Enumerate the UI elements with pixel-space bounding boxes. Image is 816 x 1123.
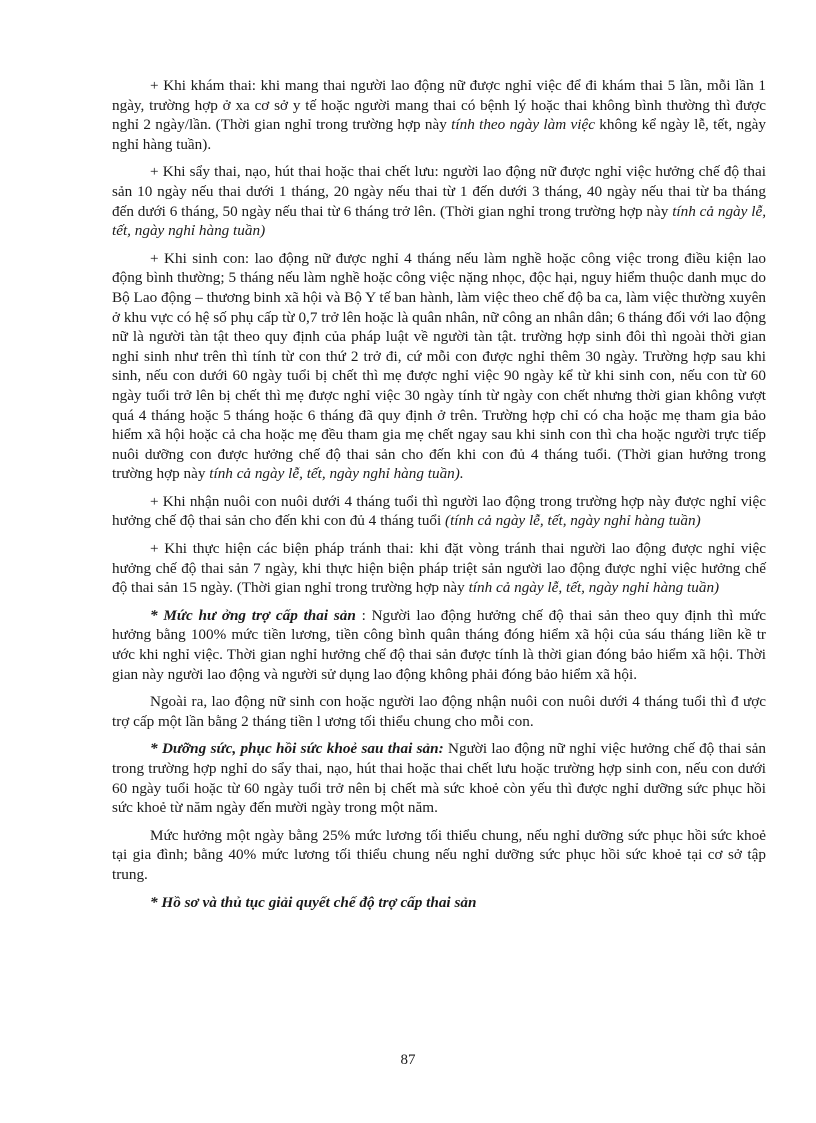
paragraph-9	[112, 826, 766, 885]
paragraph-3	[112, 249, 766, 484]
text-run: tính cả ngày lễ, tết, ngày nghỉ hàng tuần)	[468, 579, 720, 597]
paragraph-1	[112, 76, 766, 154]
text-run: (tính cả ngày lễ, tết, ngày nghỉ hàng tuần)	[445, 512, 701, 530]
text-run: tính theo ngày làm việc	[451, 116, 595, 134]
text-run: : Người lao động hưởng chế độ thai sản theo quy định thì mức hưởng bằng 100% mức tiền lương, tiền công bình quân tháng đóng hiểm xã hội của sáu tháng liền kề tr ước khi nghỉ việc. Thời gian nghỉ hưởng chế độ thai sản được tính là thời gian đóng bảo hiểm xã hội. Thời gian này người lao động và người sử dụng lao động không phải đóng bảo hiểm xã hội.	[112, 606, 766, 683]
text-run: không kể ngày lễ, tết, ngày nghỉ hàng tuần).	[112, 116, 766, 153]
page-body	[112, 76, 766, 920]
text-run: * Hồ sơ và thủ tục giải quyết chế độ trợ cấp thai sản	[150, 893, 477, 911]
text-run: * Dưỡng sức, phục hồi sức khoẻ sau thai sản:	[150, 740, 444, 758]
text-run: tính cả ngày lễ, tết, ngày nghỉ hàng tuần)	[112, 202, 766, 240]
paragraph-7	[112, 692, 766, 731]
paragraph-5	[112, 539, 766, 598]
text-run: + Khi sẩy thai, nạo, hút thai hoặc thai chết lưu: người lao động nữ được nghỉ việc hưởng chế độ thai sản 10 ngày nếu thai dưới 1 tháng, 20 ngày nếu thai từ 1 đến dưới 3 tháng, 40 ngày nếu thai từ ba tháng đến dưới 6 tháng, 50 ngày nếu thai từ 6 tháng trở lên. (Thời gian nghỉ trong trường hợp này	[112, 163, 766, 220]
paragraph-8	[112, 739, 766, 817]
paragraph-4	[112, 492, 766, 531]
text-run: + Khi nhận nuôi con nuôi dưới 4 tháng tuổi thì người lao động trong trường hợp này được nghỉ việc hưởng chế độ thai sản cho đến khi con đủ 4 tháng tuổi	[112, 492, 766, 530]
text-run: + Khi sinh con: lao động nữ được nghỉ 4 tháng nếu làm nghề hoặc công việc trong điều kiện lao động bình thường; 5 tháng nếu làm nghề hoặc công việc nặng nhọc, độc hại, nguy hiểm thuộc danh mục do Bộ Lao động – thương binh xã hội và Bộ Y tế ban hành, làm việc theo chế độ ba ca, làm việc thường xuyên ở khu vực có hệ số phụ cấp từ 0,7 trở lên hoặc là quân nhân, nữ công an nhân dân; 6 tháng đối với lao động nữ là người tàn tật theo quy định của pháp luật về người tàn tật. trường hợp sinh đôi thì ngoài thời gian nghỉ sinh như trên thì tính từ con thứ 2 trở đi, cứ mỗi con được nghỉ thêm 30 ngày. Trường hợp sau khi sinh, nếu con dưới 60 ngày tuổi bị chết thì mẹ được nghỉ việc 90 ngày kể từ khi sinh con, nếu con từ 60 ngày tuổi trở lên bị chết thì mẹ được nghỉ việc 30 ngày tính từ ngày con chết nhưng thời gian không vượt quá 4 tháng hoặc 5 tháng hoặc 6 tháng đã quy định ở trên. Trường hợp chỉ có cha hoặc mẹ tham gia bảo hiểm xã hội hoặc cả cha hoặc mẹ đều tham gia mẹ chết ngay sau khi sinh con thì cha hoặc người trực tiếp nuôi dưỡng con được hưởng chế độ thai sản cho đến khi con đủ 4 tháng tuổi. (Thời gian hưởng trong trường hợp này	[112, 249, 766, 483]
text-run: * Mức hư ởng trợ cấp thai sản	[150, 606, 356, 624]
text-run: Mức hưởng một ngày bằng 25% mức lương tối thiểu chung, nếu nghỉ dưỡng sức phục hồi sức khoẻ tại gia đình; bằng 40% mức lương tối thiểu chung nếu nghỉ dưỡng sức phục hồi sức khoẻ tại cơ sở tập trung.	[112, 826, 766, 883]
text-run: tính cả ngày lễ, tết, ngày nghỉ hàng tuần).	[209, 465, 464, 483]
paragraph-2	[112, 162, 766, 240]
text-run: + Khi thực hiện các biện pháp tránh thai: khi đặt vòng tránh thai người lao động được nghỉ việc hưởng chế độ thai sản 7 ngày, khi thực hiện biện pháp triệt sản người lao động được nghỉ việc hưởng chế độ thai sản 15 ngày. (Thời gian nghỉ trong trường hợp này	[112, 540, 766, 597]
text-run: + Khi khám thai: khi mang thai người lao động nữ được nghỉ việc để đi khám thai 5 lần, mỗi lần 1 ngày, trường hợp ở xa cơ sở y tế hoặc người mang thai có bệnh lý hoặc thai không bình thường thì được nghỉ 2 ngày/lần. (Thời gian nghỉ trong trường hợp này	[112, 77, 766, 134]
page-number: 87	[400, 1052, 416, 1068]
paragraph-6	[112, 606, 766, 684]
text-run: Ngoài ra, lao động nữ sinh con hoặc người lao động nhận nuôi con nuôi dưới 4 tháng tuổi thì đ ược trợ cấp một lần bằng 2 tháng tiền l ương tối thiểu chung cho mỗi con.	[112, 693, 766, 730]
text-run: Người lao động nữ nghỉ việc hưởng chế độ thai sản trong trường hợp nghỉ do sẩy thai, nạo, hút thai hoặc thai chết lưu hoặc trường hợp sinh con, nếu con dưới 60 ngày tuổi hoặc từ 60 ngày tuổi trở nên bị chết mà sức khoẻ còn yếu thì được nghỉ dưỡng sức phục hồi sức khoẻ từ năm ngày đến mười ngày trong một năm.	[112, 740, 766, 817]
paragraph-10	[112, 893, 766, 913]
